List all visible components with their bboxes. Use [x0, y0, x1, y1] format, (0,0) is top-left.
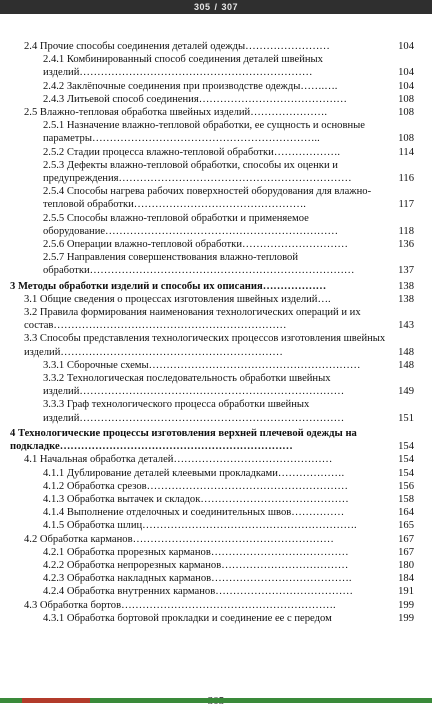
toc-entry[interactable]	[0, 493, 432, 506]
toc-entry-page: 191	[398, 586, 414, 598]
toc-entry-page: 136	[398, 239, 414, 251]
toc-entry[interactable]	[0, 453, 432, 466]
toc-entry[interactable]	[0, 398, 432, 424]
toc-entry[interactable]	[0, 251, 432, 277]
toc-entry-page: 104	[398, 67, 414, 79]
toc-entry-page: 116	[398, 173, 414, 185]
toc-entry-page: 143	[398, 320, 414, 332]
toc-entry[interactable]	[0, 306, 432, 332]
toc-entry-title: 3.2 Правила формирования наименования технологических операций и их состав…………………………………………………………	[24, 307, 361, 332]
toc-entry[interactable]	[0, 212, 432, 238]
toc-entry-title: 3.3.2 Технологическая последовательность обработки швейных изделий…………………………………………………………………	[43, 373, 345, 398]
toc-entry[interactable]	[0, 146, 432, 159]
toc-entry[interactable]	[0, 480, 432, 493]
page-separator: /	[214, 2, 218, 12]
toc-entry-title: 4.3.1 Обработка бортовой прокладки и соединение ее с передом	[43, 612, 332, 624]
toc-entry-title: 4.1 Начальная обработка деталей………………………………………	[24, 454, 333, 466]
toc-entry-page: 149	[398, 386, 414, 398]
toc-entry-page: 154	[398, 454, 414, 466]
toc-entry-title: 2.4.3 Литьевой способ соединения……………………………………	[43, 93, 348, 105]
toc-entry-title: 2.5.2 Стадии процесса влажно-тепловой обработки……………….	[43, 146, 341, 158]
toc-entry[interactable]	[0, 506, 432, 519]
toc-entry-title: 3.3 Способы представления технологических процессов изготовления швейных изделий………………………………………………………	[24, 333, 386, 358]
toc-entry[interactable]	[0, 612, 432, 625]
toc-entry[interactable]	[0, 585, 432, 598]
toc-entry-title: 4.1.3 Обработка вытачек и складок……………………………………	[43, 493, 349, 505]
toc-entry-title: 4.2.1 Обработка прорезных карманов…………………………………	[43, 546, 349, 558]
toc-entry-page: 156	[398, 480, 414, 492]
toc-entry-page: 104	[398, 41, 414, 52]
toc-entry-title: 3.3.1 Сборочные схемы……………………………………………………	[43, 359, 361, 371]
toc-entry-page: 164	[398, 507, 414, 519]
toc-entry-title: 3.3.3 Граф технологического процесса обработки швейных изделий…………………………………………………………………	[43, 399, 345, 424]
table-of-contents	[0, 40, 432, 625]
toc-entry-page: 158	[398, 493, 414, 505]
toc-entry[interactable]	[0, 533, 432, 546]
toc-entry-title: 2.5.4 Способы нагрева рабочих поверхностей оборудования для влажно-тепловой обработки………………………………………….	[43, 186, 372, 211]
toc-entry-page: 138	[398, 293, 414, 305]
toc-entry-page: 148	[398, 346, 414, 358]
toc-entry-title: 2.5.6 Операции влажно-тепловой обработки…………………………	[43, 239, 348, 251]
toc-entry-title: 2.5.1 Назначение влажно-тепловой обработки, ее сущность и основные параметры………………………………………………………..	[43, 120, 365, 145]
toc-entry-page: 114	[398, 146, 414, 158]
toc-entry[interactable]	[0, 546, 432, 559]
toc-entry[interactable]	[0, 40, 432, 53]
page-counter-bar	[0, 0, 432, 14]
toc-entry-page: 148	[398, 359, 414, 371]
toc-entry-title: 2.5.7 Направления совершенствования влажно-тепловой обработки…………………………………………………………………	[43, 252, 355, 277]
toc-entry[interactable]	[0, 467, 432, 480]
bottom-taskbar	[0, 698, 432, 703]
toc-entry-page: 154	[398, 467, 414, 479]
toc-entry-page: 138	[398, 280, 414, 292]
toc-entry[interactable]	[0, 93, 432, 106]
toc-entry[interactable]	[0, 332, 432, 358]
toc-entry-page: 167	[398, 546, 414, 558]
toc-entry-title: 4.3 Обработка бортов…………………………………………………….	[24, 599, 336, 611]
toc-entry-title: 4.1.2 Обработка срезов…………………………………………………	[43, 480, 348, 492]
toc-entry[interactable]	[0, 559, 432, 572]
toc-entry-title: 3 Методы обработки изделий и способы их описания………………	[10, 280, 327, 292]
toc-entry[interactable]	[0, 106, 432, 119]
toc-entry-title: 4 Технологические процессы изготовления верхней плечевой одежды на подкладке…………………………………………………………	[10, 427, 357, 453]
toc-entry-page: 117	[398, 199, 414, 211]
toc-entry-title: 4.1.1 Дублирование деталей клеевыми прокладками……………….	[43, 467, 345, 479]
toc-entry-title: 2.4.2 Заклёпочные соединения при производстве одежды…….….	[43, 80, 338, 92]
toc-entry[interactable]	[0, 427, 432, 453]
toc-entry[interactable]	[0, 293, 432, 306]
toc-entry-title: 2.5 Влажно-тепловая обработка швейных изделий………………….	[24, 107, 328, 119]
toc-entry-title: 2.4 Прочие способы соединения деталей одежды……………………	[24, 41, 330, 52]
toc-entry-title: 3.1 Общие сведения о процессах изготовления швейных изделий….	[24, 293, 331, 305]
total-pages-indicator: 307	[221, 2, 239, 12]
toc-entry[interactable]	[0, 159, 432, 185]
taskbar-active-item[interactable]	[22, 698, 90, 703]
toc-entry-page: 165	[398, 520, 414, 532]
toc-entry[interactable]	[0, 185, 432, 211]
toc-entry-title: 4.1.5 Обработка шлиц…………………………………………………….	[43, 520, 357, 532]
toc-entry[interactable]	[0, 53, 432, 79]
toc-entry[interactable]	[0, 80, 432, 93]
toc-entry-title: 2.4.1 Комбинированный способ соединения деталей швейных изделий…………………………………………………………	[43, 54, 323, 79]
toc-entry-page: 151	[398, 412, 414, 424]
toc-entry-page: 104	[398, 80, 414, 92]
document-page	[0, 14, 432, 698]
toc-entry-title: 4.2.4 Обработка внутренних карманов…………………………………	[43, 586, 353, 598]
toc-entry-title: 2.5.5 Способы влажно-тепловой обработки и применяемое оборудование…………………………………………………………	[43, 212, 339, 237]
toc-entry-title: 4.1.4 Выполнение отделочных и соединительных швов……………	[43, 507, 345, 519]
toc-entry-title: 4.2 Обработка карманов…………………………………………………	[24, 533, 334, 545]
toc-entry-page: 199	[398, 599, 414, 611]
toc-entry-page: 137	[398, 265, 414, 277]
toc-entry[interactable]	[0, 519, 432, 532]
toc-entry-page: 199	[398, 612, 414, 624]
toc-entry[interactable]	[0, 359, 432, 372]
current-page-indicator: 305	[193, 2, 211, 12]
toc-entry[interactable]	[0, 372, 432, 398]
toc-entry[interactable]	[0, 572, 432, 585]
toc-entry[interactable]	[0, 280, 432, 293]
toc-entry-page: 118	[398, 225, 414, 237]
toc-entry-title: 4.2.3 Обработка накладных карманов………………………………….	[43, 573, 352, 585]
toc-entry-page: 167	[398, 533, 414, 545]
toc-entry-page: 108	[398, 93, 414, 105]
toc-entry-page: 108	[398, 133, 414, 145]
toc-entry[interactable]	[0, 238, 432, 251]
toc-entry-page: 184	[398, 573, 414, 585]
toc-entry-page: 108	[398, 107, 414, 119]
toc-entry[interactable]	[0, 119, 432, 145]
toc-entry-title: 2.5.3 Дефекты влажно-тепловой обработки, способы их оценки и предупреждения…………………………………………………………	[43, 159, 352, 185]
toc-entry-title: 4.2.2 Обработка непрорезных карманов………………………………	[43, 559, 349, 571]
toc-entry-page: 154	[398, 441, 414, 453]
toc-entry[interactable]	[0, 599, 432, 612]
toc-entry-page: 180	[398, 559, 414, 571]
